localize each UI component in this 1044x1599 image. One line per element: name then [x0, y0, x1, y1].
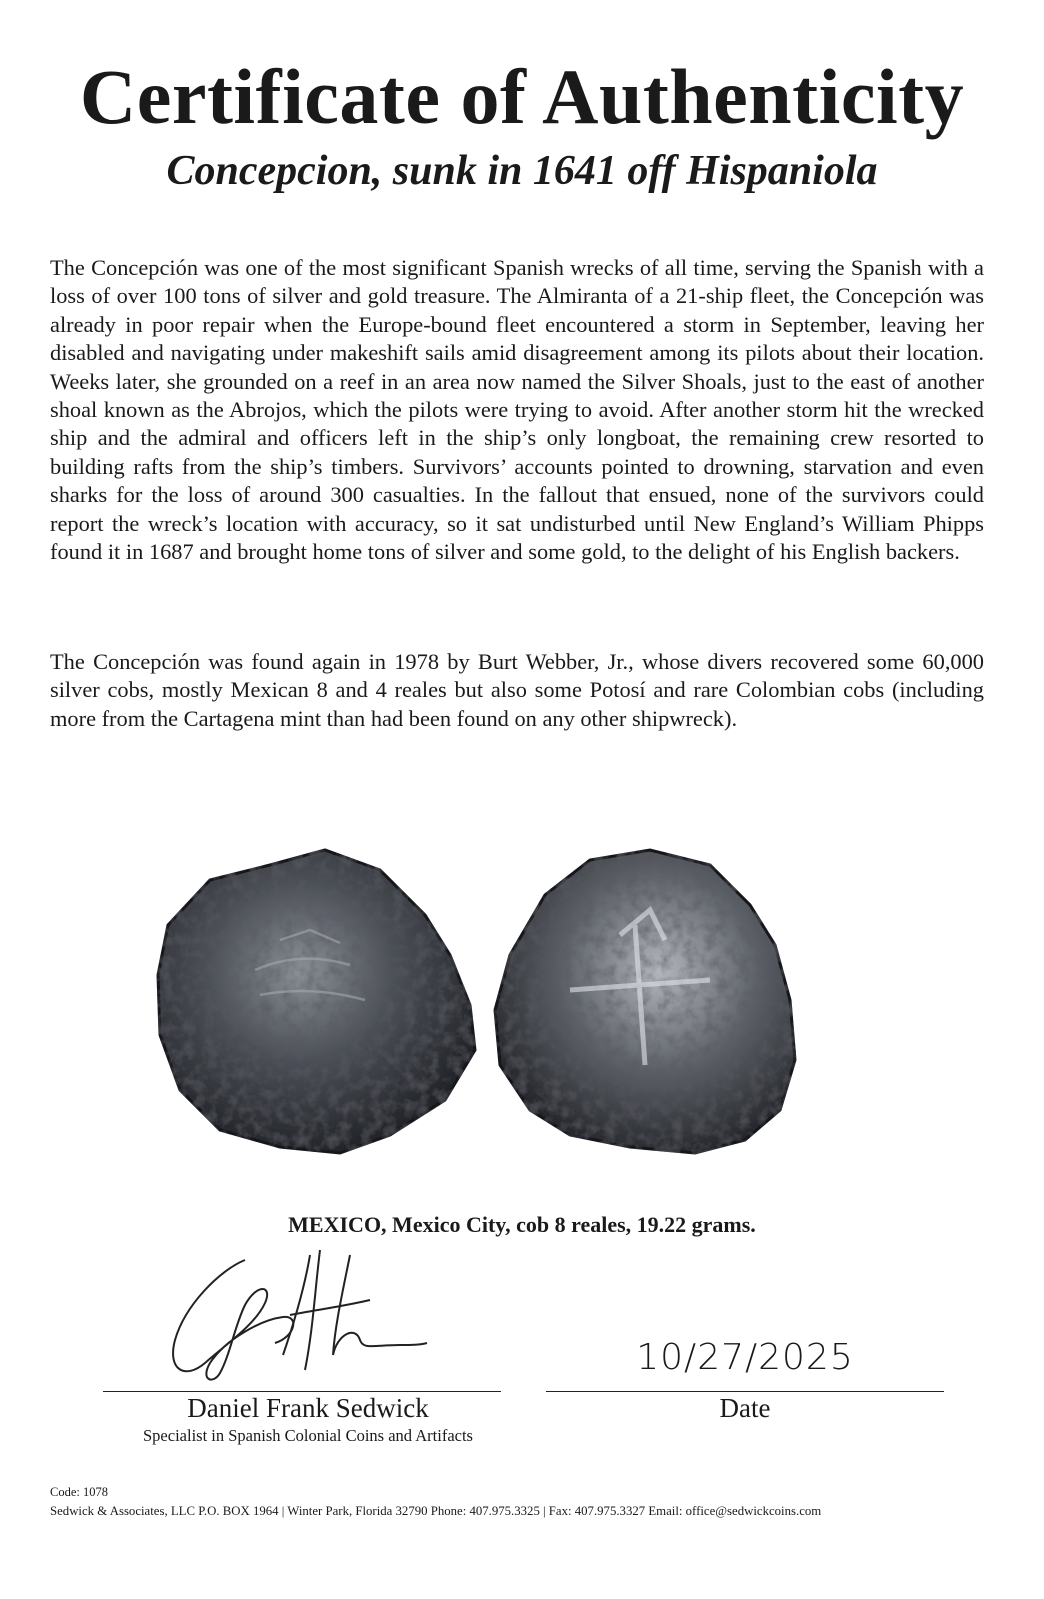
coin-obverse	[158, 850, 475, 1153]
history-paragraph: The Concepción was one of the most significant Spanish wrecks of all time, serving the Spanish with a loss of over 100 tons of silver and gold treasure. The Almiranta of a 21-ship fleet, the Concepción was already in poor repair when the Europe-bound fleet encountered a storm in September, leaving her disabled and navigating under makeshift sails amid disagreement among its pilots about their location. Weeks later, she grounded on a reef in an area now named the Silver Shoals, just to the east of another shoal known as the Abrojos, which the pilots were trying to avoid. After another storm hit the wrecked ship and the admiral and officers left in the ship’s only longboat, the remaining crew resorted to building rafts from the ship’s timbers. Survivors’ accounts pointed to drowning, starvation and even sharks for the loss of around 300 casualties. In the fallout that ensued, none of the survivors could report the wreck’s location with accuracy, so it sat undisturbed until New England’s William Phipps found it in 1687 and brought home tons of silver and some gold, to the delight of his English backers.	[50, 255, 984, 565]
signature-line	[103, 1391, 501, 1392]
coin-photo	[150, 835, 810, 1165]
certificate-subtitle: Concepcion, sunk in 1641 off Hispaniola	[166, 148, 878, 194]
certificate-title: Certificate of Authenticity	[79, 53, 965, 140]
coin-reverse	[495, 850, 795, 1153]
coin-caption: MEXICO, Mexico City, cob 8 reales, 19.22 grams.	[288, 1212, 756, 1237]
signer-role: Specialist in Spanish Colonial Coins and Artifacts	[143, 1426, 473, 1445]
date-line	[546, 1391, 944, 1392]
recovery-paragraph: The Concepción was found again in 1978 by Burt Webber, Jr., whose divers recovered some 60,000 silver cobs, mostly Mexican 8 and 4 reales but also some Potosí and rare Colombian cobs (including more from the Cartagena mint than had been found on any other shipwreck).	[50, 649, 984, 731]
signer-name: Daniel Frank Sedwick	[187, 1393, 429, 1423]
date-label: Date	[719, 1393, 771, 1423]
contact-footer: Sedwick & Associates, LLC P.O. BOX 1964 | Winter Park, Florida 32790 Phone: 407.975.3325 | Fax: 407.975.3327 Email: office@sedwickcoins.com	[50, 1504, 822, 1518]
certificate-code: Code: 1078	[50, 1485, 108, 1499]
date-value: 10/27/2025	[636, 1337, 854, 1378]
signature-image	[165, 1245, 435, 1395]
